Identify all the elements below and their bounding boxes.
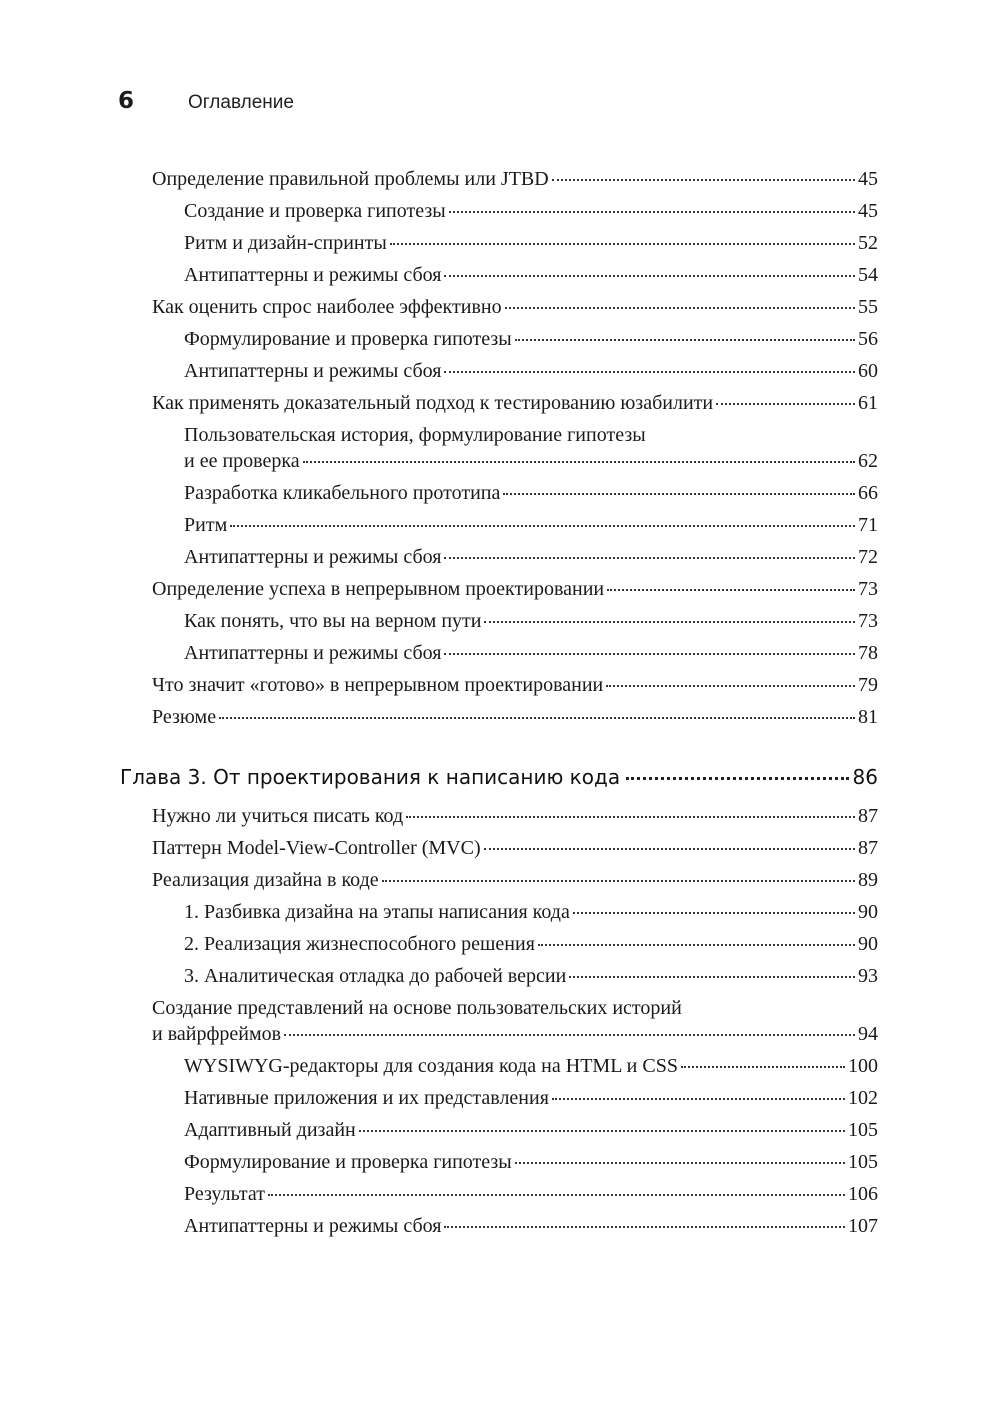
- toc-entry[interactable]: [152, 869, 878, 892]
- toc-entry-page: 62: [858, 450, 878, 472]
- toc-entry-title-line1[interactable]: Создание представлений на основе пользовательских историй: [152, 997, 682, 1019]
- toc-entry[interactable]: [184, 482, 878, 505]
- toc-entry[interactable]: [184, 450, 878, 473]
- dot-leader: [406, 816, 855, 818]
- toc-entry-title: Антипаттерны и режимы сбоя: [184, 546, 442, 568]
- page-number: 6: [118, 88, 135, 114]
- toc-entry-title: Антипаттерны и режимы сбоя: [184, 360, 442, 382]
- toc-entry-title: 2. Реализация жизнеспособного решения: [184, 933, 535, 955]
- toc-entry-page: 105: [848, 1119, 878, 1141]
- toc-entry-title: Антипаттерны и режимы сбоя: [184, 642, 442, 664]
- toc-entry-title: и ее проверка: [184, 450, 300, 472]
- toc-entry-title: Как применять доказательный подход к тестированию юзабилити: [152, 392, 714, 414]
- toc-entry[interactable]: [184, 232, 878, 255]
- toc-entry[interactable]: [184, 200, 878, 223]
- dot-leader: [444, 1226, 845, 1228]
- dot-leader: [538, 944, 855, 946]
- dot-leader: [359, 1130, 845, 1132]
- dot-leader: [303, 461, 855, 463]
- toc-entry-page: 56: [858, 328, 878, 350]
- toc-entry-title: Ритм и дизайн-спринты: [184, 232, 387, 254]
- dot-leader: [716, 403, 855, 405]
- toc-entry-page: 54: [858, 264, 878, 286]
- toc-entry-title: Паттерн Model-View-Controller (MVC): [152, 837, 481, 859]
- toc-entry-page: 66: [858, 482, 878, 504]
- dot-leader: [626, 777, 848, 780]
- toc-entry-title: Адаптивный дизайн: [184, 1119, 356, 1141]
- toc-entry-title: Определение успеха в непрерывном проектировании: [152, 578, 605, 600]
- chapter-page: 86: [852, 765, 878, 789]
- toc-entry-page: 71: [858, 514, 878, 536]
- dot-leader: [268, 1194, 845, 1196]
- toc-entry-page: 100: [848, 1055, 878, 1077]
- toc-entry-title: Реализация дизайна в коде: [152, 869, 379, 891]
- toc-entry[interactable]: [184, 901, 878, 924]
- dot-leader: [515, 339, 855, 341]
- toc-entry[interactable]: [184, 264, 878, 287]
- toc-entry-page: 93: [858, 965, 878, 987]
- toc-entry-title: Формулирование и проверка гипотезы: [184, 1151, 512, 1173]
- dot-leader: [573, 912, 855, 914]
- toc-entry-page: 45: [858, 200, 878, 222]
- chapter-title: Глава 3. От проектирования к написанию кода: [120, 765, 621, 789]
- dot-leader: [219, 717, 855, 719]
- toc-entry-title: Формулирование и проверка гипотезы: [184, 328, 512, 350]
- toc-entry-page: 102: [848, 1087, 878, 1109]
- toc-entry[interactable]: [184, 1055, 878, 1078]
- toc-entry[interactable]: [152, 674, 878, 697]
- toc-entry[interactable]: [184, 1119, 878, 1142]
- toc-entry[interactable]: [184, 1183, 878, 1206]
- toc-entry-title: 1. Разбивка дизайна на этапы написания кода: [184, 901, 570, 923]
- toc-entry[interactable]: [152, 296, 878, 319]
- toc-entry[interactable]: [152, 168, 878, 191]
- toc-entry-page: 105: [848, 1151, 878, 1173]
- dot-leader: [382, 880, 855, 882]
- toc-entry-title: Определение правильной проблемы или JTBD: [152, 168, 549, 190]
- toc-entry[interactable]: [184, 514, 878, 537]
- toc-entry-page: 55: [858, 296, 878, 318]
- toc-entry-page: 87: [858, 805, 878, 827]
- toc-entry-page: 45: [858, 168, 878, 190]
- toc-entry-title: Результат: [184, 1183, 266, 1205]
- toc-entry-page: 87: [858, 837, 878, 859]
- toc-entry[interactable]: [184, 610, 878, 633]
- toc-entry-title: Что значит «готово» в непрерывном проектировании: [152, 674, 604, 696]
- toc-entry[interactable]: [184, 642, 878, 665]
- dot-leader: [484, 621, 855, 623]
- toc-entry[interactable]: [152, 578, 878, 601]
- dot-leader: [484, 848, 855, 850]
- toc-entry[interactable]: [184, 360, 878, 383]
- dot-leader: [444, 557, 855, 559]
- dot-leader: [444, 275, 855, 277]
- dot-leader: [503, 493, 855, 495]
- toc-entry[interactable]: [184, 546, 878, 569]
- toc-entry-page: 78: [858, 642, 878, 664]
- toc-entry-title: Антипаттерны и режимы сбоя: [184, 1215, 442, 1237]
- toc-entry[interactable]: [184, 1215, 878, 1238]
- toc-entry[interactable]: [152, 837, 878, 860]
- toc-entry[interactable]: [184, 965, 878, 988]
- toc-entry-title: 3. Аналитическая отладка до рабочей версии: [184, 965, 567, 987]
- toc-entry-title: Ритм: [184, 514, 228, 536]
- toc-entry[interactable]: [184, 328, 878, 351]
- toc-entry[interactable]: [152, 1023, 878, 1046]
- toc-entry-page: 73: [858, 610, 878, 632]
- toc-entry-page: 90: [858, 901, 878, 923]
- dot-leader: [552, 179, 855, 181]
- toc-entry-page: 61: [858, 392, 878, 414]
- toc-entry[interactable]: [152, 706, 878, 729]
- toc-entry-title: Резюме: [152, 706, 217, 728]
- running-head: [118, 88, 294, 114]
- dot-leader: [230, 525, 855, 527]
- toc-entry-page: 81: [858, 706, 878, 728]
- toc-entry[interactable]: [184, 1087, 878, 1110]
- toc-entry[interactable]: [184, 1151, 878, 1174]
- toc-entry-page: 90: [858, 933, 878, 955]
- toc-entry-page: 52: [858, 232, 878, 254]
- toc-entry-title: Создание и проверка гипотезы: [184, 200, 446, 222]
- dot-leader: [505, 307, 855, 309]
- toc-entry-title: Как понять, что вы на верном пути: [184, 610, 482, 632]
- dot-leader: [681, 1066, 845, 1068]
- toc-entry[interactable]: [184, 933, 878, 956]
- chapter-heading[interactable]: [120, 765, 878, 789]
- toc-entry-title: Разработка кликабельного прототипа: [184, 482, 501, 504]
- dot-leader: [444, 653, 855, 655]
- dot-leader: [390, 243, 855, 245]
- dot-leader: [607, 589, 855, 591]
- toc-entry-title: Как оценить спрос наиболее эффективно: [152, 296, 502, 318]
- dot-leader: [444, 371, 855, 373]
- dot-leader: [552, 1098, 845, 1100]
- dot-leader: [606, 685, 855, 687]
- dot-leader: [515, 1162, 845, 1164]
- dot-leader: [569, 976, 855, 978]
- toc-entry-title: Нативные приложения и их представления: [184, 1087, 549, 1109]
- toc-entry[interactable]: [152, 392, 878, 415]
- toc-entry-page: 106: [848, 1183, 878, 1205]
- toc-entry-title: и вайрфреймов: [152, 1023, 282, 1045]
- toc-entry-page: 89: [858, 869, 878, 891]
- running-head-title: Оглавление: [188, 92, 294, 113]
- toc-entry-title-line1[interactable]: Пользовательская история, формулирование гипотезы: [184, 424, 646, 446]
- toc-entry[interactable]: [152, 805, 878, 828]
- dot-leader: [284, 1034, 855, 1036]
- toc-entry-page: 73: [858, 578, 878, 600]
- toc-entry-page: 60: [858, 360, 878, 382]
- toc-entry-page: 72: [858, 546, 878, 568]
- toc-entry-title: Антипаттерны и режимы сбоя: [184, 264, 442, 286]
- toc-entry-title: Нужно ли учиться писать код: [152, 805, 404, 827]
- toc-entry-page: 79: [858, 674, 878, 696]
- toc-entry-page: 107: [848, 1215, 878, 1237]
- toc-entry-title: WYSIWYG-редакторы для создания кода на HTML и CSS: [184, 1055, 678, 1077]
- toc-entry-page: 94: [858, 1023, 878, 1045]
- dot-leader: [449, 211, 855, 213]
